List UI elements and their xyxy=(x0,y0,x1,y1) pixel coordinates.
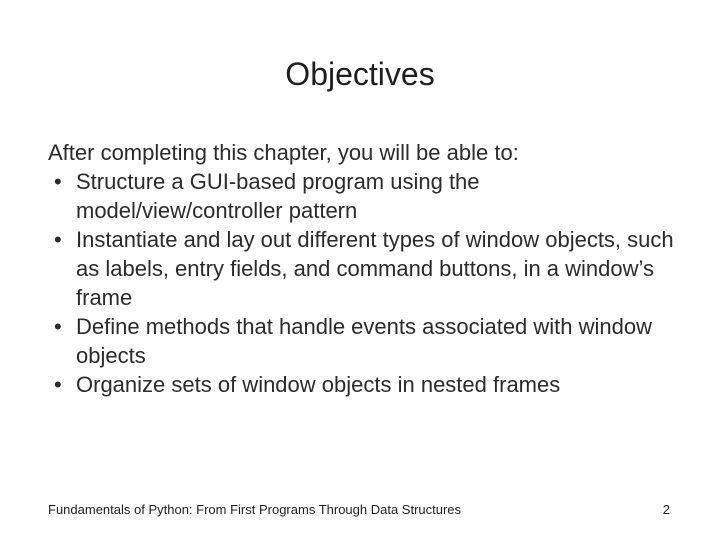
bullet-text: Define methods that handle events associated with window objects xyxy=(76,314,653,368)
intro-text: After completing this chapter, you will be able to: xyxy=(48,140,519,165)
slide-body xyxy=(48,138,688,399)
objectives-list xyxy=(48,167,688,399)
slide-title: Objectives xyxy=(285,56,435,92)
bullet-icon: • xyxy=(54,314,62,339)
bullet-icon: • xyxy=(54,169,62,194)
bullet-icon: • xyxy=(54,372,62,397)
list-item xyxy=(48,167,688,225)
bullet-icon: • xyxy=(54,227,62,252)
bullet-text: Organize sets of window objects in nested frames xyxy=(76,372,561,397)
footer-book-title: Fundamentals of Python: From First Programs Through Data Structures xyxy=(48,502,462,517)
bullet-text: Instantiate and lay out different types of window objects, such as labels, entry fields, and command buttons, in a window’s frame xyxy=(76,227,674,310)
list-item xyxy=(48,370,688,399)
list-item xyxy=(48,225,688,312)
bullet-text: Structure a GUI-based program using the model/view/controller pattern xyxy=(76,169,480,223)
list-item xyxy=(48,312,688,370)
page-number: 2 xyxy=(662,502,670,517)
